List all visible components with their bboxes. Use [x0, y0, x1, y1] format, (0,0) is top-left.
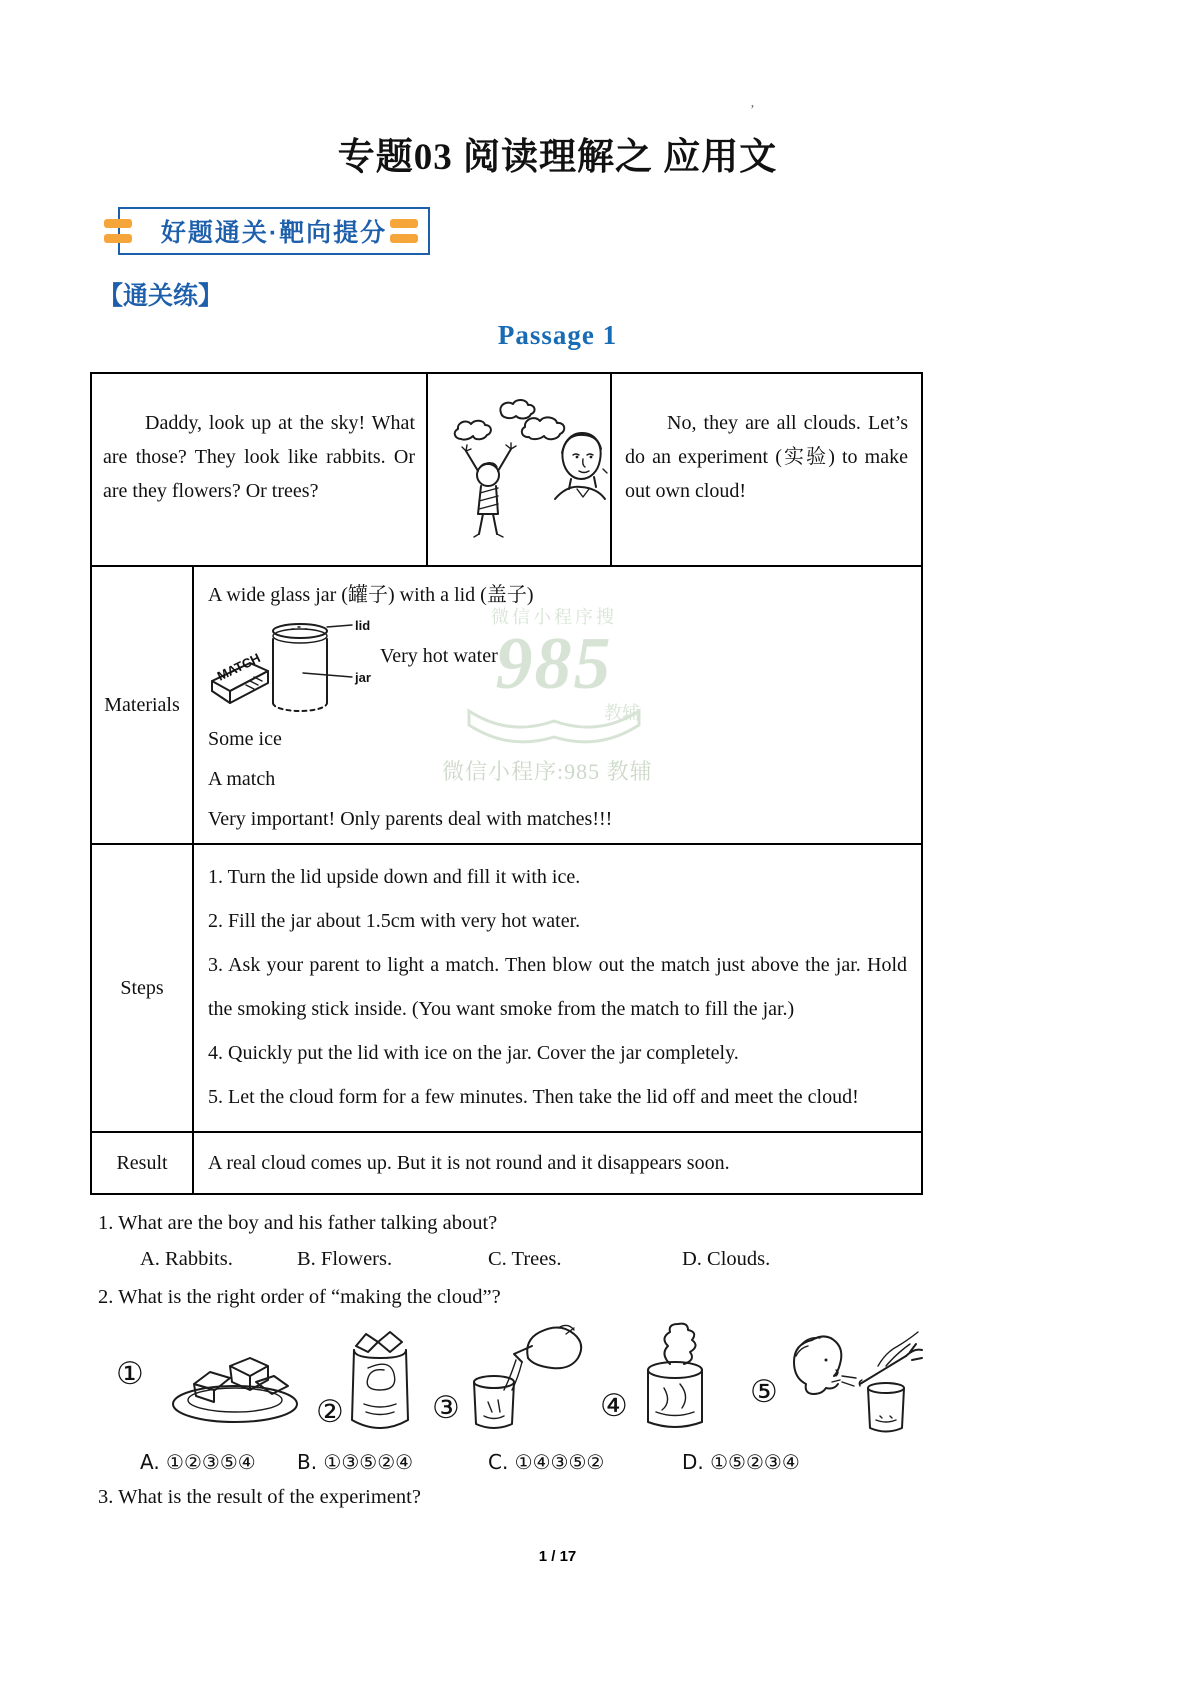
page-title: 专题03 阅读理解之 应用文: [337, 137, 778, 178]
hot-water-caption: Very hot water: [380, 645, 498, 667]
jar-matchbox-diagram: [208, 615, 373, 719]
figure-number-1: ①: [116, 1356, 144, 1392]
dialogue-illustration: [428, 374, 612, 565]
jar-label: jar: [355, 670, 371, 685]
q2-option-c: C. ①④③⑤②: [488, 1450, 605, 1474]
q1-option-a: A. Rabbits.: [140, 1248, 233, 1270]
figure-boy-blowing-match: [750, 1322, 930, 1440]
q1-option-b: B. Flowers.: [297, 1248, 393, 1270]
question-2: 2. What is the right order of “making the cloud”?: [98, 1286, 501, 1308]
step-item: 4. Quickly put the lid with ice on the jar. Cover the jar completely.: [208, 1042, 739, 1064]
steps-row: [92, 843, 921, 1131]
passage-heading: Passage 1: [497, 320, 618, 350]
q2-option-a: A. ①②③⑤④: [140, 1450, 256, 1474]
materials-content: [194, 567, 921, 843]
q2-option-b: B. ①③⑤②④: [297, 1450, 414, 1474]
smoking-jar-drawing: [630, 1322, 720, 1434]
result-text: A real cloud comes up. But it is not round and it disappears soon.: [208, 1151, 730, 1174]
lid-label: lid: [355, 618, 371, 633]
kettle-pouring-drawing: [462, 1324, 602, 1432]
figure-number-2: ②: [316, 1394, 344, 1430]
dialogue-row: [92, 374, 921, 565]
material-item-match: A match: [208, 768, 276, 790]
banner-label: 好题通关·靶向提分: [160, 219, 388, 247]
watermark-bottom-text: 微信小程序:985 教辅: [442, 759, 653, 784]
boy-blowing-match-drawing: [782, 1326, 932, 1436]
figure-cloud-in-jar: [600, 1322, 730, 1440]
question-3: 3. What is the result of the experiment?: [98, 1486, 421, 1508]
dialogue-boy-text: Daddy, look up at the sky! What are those? They look like rabbits. Or are they flowers? Or trees?: [92, 374, 428, 565]
watermark-985-text: 985: [495, 623, 613, 705]
materials-label: Materials: [92, 567, 194, 843]
question-2-figure-strip: [90, 1322, 1030, 1444]
materials-diagram: [208, 615, 907, 719]
dialogue-dad-text: No, they are all clouds. Let’s do an experiment (实验) to make out own cloud!: [625, 412, 908, 502]
question-1: 1. What are the boy and his father talking about?: [98, 1212, 498, 1234]
matchbox-label: MATCH: [214, 650, 263, 684]
q1-option-c: C. Trees.: [488, 1248, 562, 1270]
page-number: 1 / 17: [538, 1548, 577, 1565]
watermark-sub-text: 教辅: [604, 703, 640, 723]
figure-ice-plate: [116, 1322, 316, 1440]
step-item: 2. Fill the jar about 1.5cm with very hot water.: [208, 910, 581, 932]
jar-of-ice-drawing: [340, 1324, 420, 1432]
corner-mark: ’: [750, 103, 755, 118]
banner-left-bars-icon: [104, 219, 132, 243]
steps-content: [194, 845, 921, 1131]
step-item: 3. Ask your parent to light a match. Then blow out the match just above the jar. Hold the smoking stick inside. (You want smoke from the match to fill the jar.): [208, 954, 907, 1020]
section-banner: [118, 207, 430, 255]
step-item: 1. Turn the lid upside down and fill it with ice.: [208, 866, 581, 888]
ice-plate-drawing: [160, 1330, 310, 1430]
question-1-options: [90, 1248, 1030, 1282]
materials-row: [92, 565, 921, 843]
figure-jar-of-ice: [316, 1322, 436, 1440]
material-item-jar: A wide glass jar (罐子) with a lid (盖子): [208, 584, 534, 606]
watermark-top-text: 微信小程序搜: [491, 607, 617, 627]
material-warning: Very important! Only parents deal with matches!!!: [208, 808, 613, 830]
boy-dad-clouds-drawing: [431, 391, 607, 549]
banner-right-bars-icon: [390, 219, 418, 243]
step-item: 5. Let the cloud form for a few minutes. Then take the lid off and meet the cloud!: [208, 1086, 859, 1108]
result-label: Result: [92, 1133, 194, 1193]
steps-label: Steps: [92, 845, 194, 1131]
result-row: [92, 1131, 921, 1193]
q2-option-d: D. ①⑤②③④: [682, 1450, 800, 1474]
figure-pouring-water: [432, 1322, 602, 1440]
material-item-ice: Some ice: [208, 728, 282, 750]
figure-number-3: ③: [432, 1390, 460, 1426]
figure-number-5: ⑤: [750, 1374, 778, 1410]
figure-number-4: ④: [600, 1388, 628, 1424]
q1-option-d: D. Clouds.: [682, 1248, 771, 1270]
passage-table: [90, 372, 923, 1195]
question-2-options: [90, 1450, 1030, 1484]
subsection-label: 【通关练】: [98, 282, 224, 310]
